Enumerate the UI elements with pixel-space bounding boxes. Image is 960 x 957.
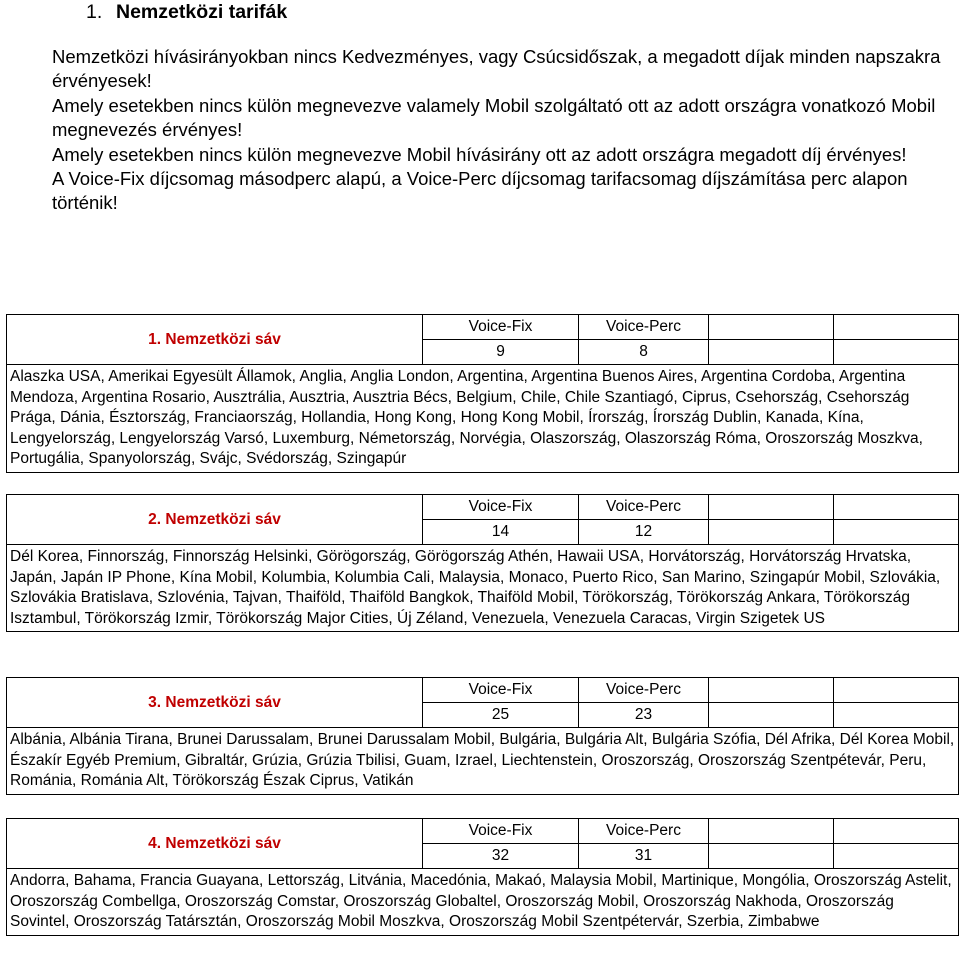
section-title: Nemzetközi tarifák (116, 1, 288, 23)
col-voice-perc: Voice-Perc (579, 495, 709, 520)
voice-fix-price: 9 (423, 340, 579, 365)
col-voice-perc: Voice-Perc (579, 315, 709, 340)
voice-perc-price: 23 (579, 703, 709, 728)
country-list: Albánia, Albánia Tirana, Brunei Darussalam, Brunei Darussalam Mobil, Bulgária, Bulgária Alt, Bulgária Szófia, Dél Afrika, Dél Korea Mobil, Északír Egyéb Premium, Gibraltár, Grúzia, Grúzia Tbilisi, Guam, Izrael, Liechtenstein, Oroszország, Oroszország Szentpétevár, Peru, Románia, Románia Alt, Törökország Észak Ciprus, Vatikán (7, 728, 959, 795)
empty-cell (834, 315, 959, 340)
zone-name: 2. Nemzetközi sáv (7, 495, 423, 545)
empty-cell (709, 844, 834, 869)
col-voice-fix: Voice-Fix (423, 315, 579, 340)
empty-cell (834, 340, 959, 365)
intro-note: Amely esetekben nincs külön megnevezve valamely Mobil szolgáltató ott az adott országra vonatkozó Mobil megnevezés érvényes! (52, 94, 936, 141)
zone-1-table (6, 314, 959, 473)
country-list: Dél Korea, Finnország, Finnország Helsinki, Görögország, Görögország Athén, Hawaii USA, Horvátország, Horvátország Hrvatska, Japán, Japán IP Phone, Kína Mobil, Kolumbia, Kolumbia Cali, Malaysia, Monaco, Puerto Rico, San Marino, Szingapúr Mobil, Szlovákia, Szlovákia Bratislava, Szlovénia, Tajvan, Thaiföld, Thaiföld Bangkok, Thaiföld Mobil, Törökország, Törökország Ankara, Törökország Isztambul, Törökország Izmir, Törökország Major Cities, Új Zéland, Venezuela, Venezuela Caracas, Virgin Szigetek US (7, 545, 959, 632)
voice-perc-price: 31 (579, 844, 709, 869)
empty-cell (834, 844, 959, 869)
section-heading (86, 0, 287, 24)
empty-cell (709, 315, 834, 340)
voice-perc-price: 8 (579, 340, 709, 365)
col-voice-fix: Voice-Fix (423, 495, 579, 520)
col-voice-fix: Voice-Fix (423, 678, 579, 703)
zone-4-table (6, 818, 959, 936)
empty-cell (834, 520, 959, 545)
empty-cell (834, 819, 959, 844)
empty-cell (709, 495, 834, 520)
zone-2-table (6, 494, 959, 632)
voice-fix-price: 25 (423, 703, 579, 728)
zone-name: 4. Nemzetközi sáv (7, 819, 423, 869)
voice-fix-price: 14 (423, 520, 579, 545)
col-voice-perc: Voice-Perc (579, 678, 709, 703)
empty-cell (709, 678, 834, 703)
voice-fix-price: 32 (423, 844, 579, 869)
empty-cell (834, 703, 959, 728)
zone-name: 1. Nemzetközi sáv (7, 315, 423, 365)
empty-cell (834, 678, 959, 703)
empty-cell (709, 340, 834, 365)
col-voice-perc: Voice-Perc (579, 819, 709, 844)
voice-perc-price: 12 (579, 520, 709, 545)
empty-cell (834, 495, 959, 520)
empty-cell (709, 819, 834, 844)
country-list: Alaszka USA, Amerikai Egyesült Államok, Anglia, Anglia London, Argentina, Argentina Buenos Aires, Argentina Cordoba, Argentina Mendoza, Argentina Rosario, Ausztrália, Ausztria, Ausztria Bécs, Belgium, Chile, Chile Szantiagó, Ciprus, Csehország, Csehország Prága, Dánia, Észtország, Franciaország, Hollandia, Hong Kong, Hong Kong Mobil, Írország, Írország Dublin, Kanada, Kína, Lengyelország, Lengyelország Varsó, Luxemburg, Németország, Norvégia, Olaszország, Olaszország Róma, Oroszország Moszkva, Portugália, Spanyolország, Svájc, Svédország, Szingapúr (7, 365, 959, 473)
col-voice-fix: Voice-Fix (423, 819, 579, 844)
empty-cell (709, 520, 834, 545)
intro-note: Amely esetekben nincs külön megnevezve Mobil hívásirány ott az adott országra megadott díj érvényes! (52, 143, 907, 165)
section-number: 1. (86, 1, 103, 23)
intro-note: A Voice-Fix díjcsomag másodperc alapú, a Voice-Perc díjcsomag tarifacsomag díjszámítása perc alapon történik! (52, 168, 908, 214)
empty-cell (709, 703, 834, 728)
zone-3-table (6, 677, 959, 795)
intro-note: Nemzetközi hívásirányokban nincs Kedvezményes, vagy Csúcsidőszak, a megadott díjak minden napszakra érvényesek! (52, 46, 941, 92)
country-list: Andorra, Bahama, Francia Guayana, Lettország, Litvánia, Macedónia, Makaó, Malaysia Mobil, Martinique, Mongólia, Oroszország Astelit, Oroszország Combellga, Oroszország Comstar, Oroszország Globaltel, Oroszország Mobil, Oroszország Nakhoda, Oroszország Sovintel, Oroszország Tatársztán, Oroszország Mobil Moszkva, Oroszország Mobil Szentpétervár, Szerbia, Zimbabwe (7, 869, 959, 936)
intro-notes (52, 45, 952, 216)
zone-name: 3. Nemzetközi sáv (7, 678, 423, 728)
